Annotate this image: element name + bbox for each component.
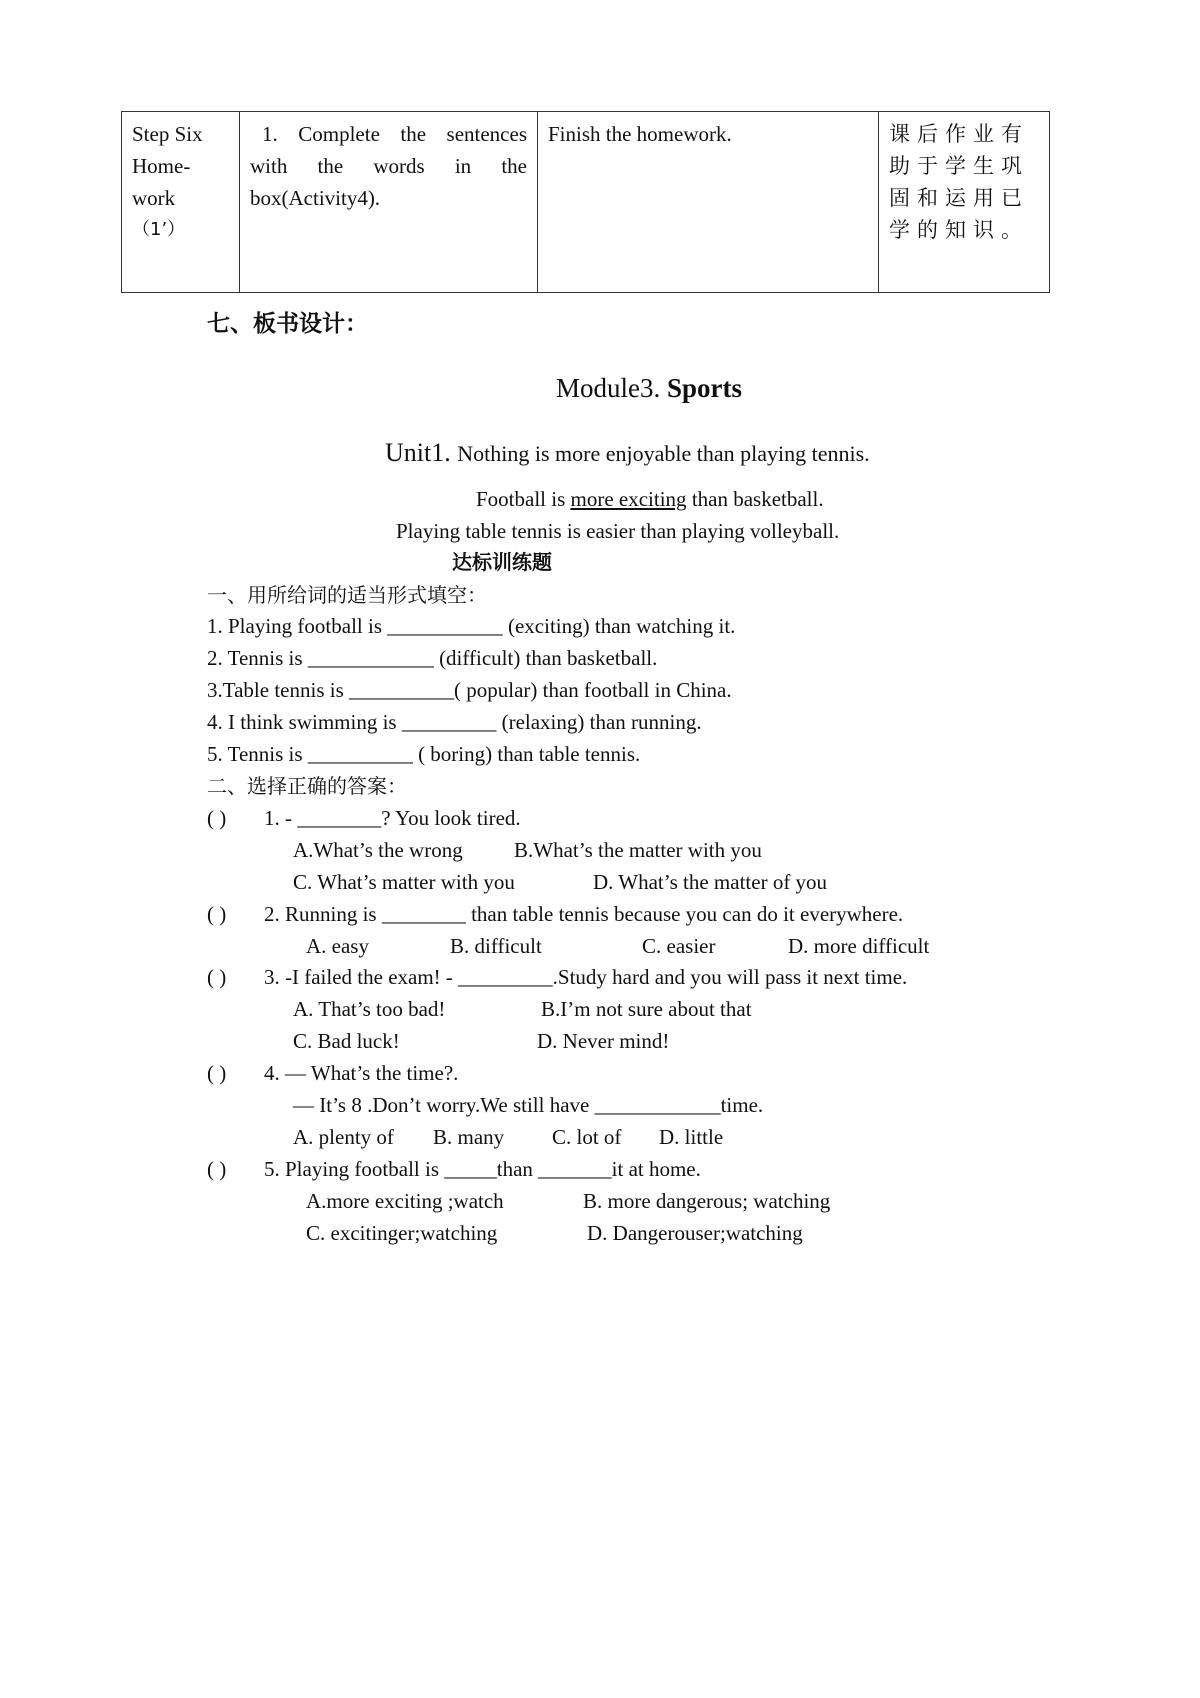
board-line-2: Playing table tennis is easier than playing volleyball. [396, 519, 840, 543]
purpose-cell [879, 112, 1050, 293]
q5-paren: ( ) [207, 1157, 227, 1181]
purpose-line: 学的知识。 [889, 218, 1029, 242]
unit-prefix: Unit1. [385, 438, 458, 467]
fill-item-5: 5. Tennis is __________ ( boring) than table tennis. [207, 742, 641, 766]
board-line-1-underlined: more exciting [570, 487, 687, 511]
q4-option-d: D. little [659, 1125, 724, 1149]
q5-option-b: B. more dangerous; watching [583, 1189, 831, 1213]
fill-item-3: 3.Table tennis is __________( popular) than football in China. [207, 678, 732, 702]
board-line-1 [476, 489, 824, 510]
module-title [556, 375, 742, 402]
q3-option-c: C. Bad luck! [293, 1029, 400, 1053]
q2-option-b: B. difficult [450, 934, 542, 958]
module-bold: Sports [667, 373, 743, 403]
board-line-1-b: than basketball. [686, 487, 824, 511]
q2-stem: 2. Running is ________ than table tennis because you can do it everywhere. [264, 902, 904, 926]
step-line: Home- [132, 154, 191, 178]
q2-option-d: D. more difficult [788, 934, 930, 958]
q4-stem-2: — It’s 8 .Don’t worry.We still have ____________time. [293, 1093, 764, 1117]
fill-item-2: 2. Tennis is ____________ (difficult) than basketball. [207, 646, 658, 670]
part1-heading: 一、用所给词的适当形式填空： [207, 583, 487, 607]
table-row [122, 112, 1050, 293]
purpose-line: 助于学生巩 [889, 154, 1029, 178]
purpose-line: 固和运用已 [889, 186, 1029, 210]
fill-item-4: 4. I think swimming is _________ (relaxing) than running. [207, 710, 702, 734]
purpose-line: 课后作业有 [889, 122, 1029, 146]
q1-option-a: A.What’s the wrong [293, 838, 463, 862]
q2-paren: ( ) [207, 902, 227, 926]
q5-option-c: C. excitinger;watching [306, 1221, 498, 1245]
q3-option-b: B.I’m not sure about that [541, 997, 752, 1021]
step-line: work [132, 186, 176, 210]
q1-stem: 1. - ________? You look tired. [264, 806, 521, 830]
q3-option-d: D. Never mind! [537, 1029, 670, 1053]
q5-option-d: D. Dangerouser;watching [587, 1221, 803, 1245]
teacher-cell [538, 112, 879, 293]
activity-line: with the words in the [250, 154, 527, 178]
part2-heading: 二、选择正确的答案： [207, 774, 407, 798]
activity-cell [240, 112, 538, 293]
q4-option-c: C. lot of [552, 1125, 622, 1149]
module-prefix: Module3. [556, 373, 667, 403]
q1-option-b: B.What’s the matter with you [514, 838, 762, 862]
board-design-heading: 七、板书设计： [207, 311, 368, 337]
finish-text: Finish the homework. [548, 122, 732, 146]
q4-option-b: B. many [433, 1125, 505, 1149]
unit-text: Nothing is more enjoyable than playing tennis. [457, 441, 870, 466]
q4-stem: 4. — What’s the time?. [264, 1061, 459, 1085]
step-cell [122, 112, 240, 293]
board-line-1-a: Football is [476, 487, 571, 511]
activity-line: box(Activity4). [250, 186, 381, 210]
q4-paren: ( ) [207, 1061, 227, 1085]
q5-option-a: A.more exciting ;watch [306, 1189, 504, 1213]
q1-paren: ( ) [207, 806, 227, 830]
q3-option-a: A. That’s too bad! [293, 997, 446, 1021]
unit-title [385, 440, 870, 466]
q2-option-c: C. easier [642, 934, 716, 958]
step-line: Step Six [132, 122, 203, 146]
q1-option-d: D. What’s the matter of you [593, 870, 828, 894]
activity-line: 1. Complete the sentences [262, 122, 527, 146]
q1-option-c: C. What’s matter with you [293, 870, 515, 894]
exercise-title: 达标训练题 [452, 550, 552, 574]
step-line: （1’） [132, 219, 186, 240]
q3-stem: 3. -I failed the exam! - _________.Study hard and you will pass it next time. [264, 965, 908, 989]
fill-item-1: 1. Playing football is ___________ (exciting) than watching it. [207, 614, 736, 638]
lesson-plan-table [121, 111, 1050, 293]
q4-option-a: A. plenty of [293, 1125, 394, 1149]
q5-stem: 5. Playing football is _____than _______it at home. [264, 1157, 701, 1181]
q2-option-a: A. easy [306, 934, 369, 958]
q3-paren: ( ) [207, 965, 227, 989]
